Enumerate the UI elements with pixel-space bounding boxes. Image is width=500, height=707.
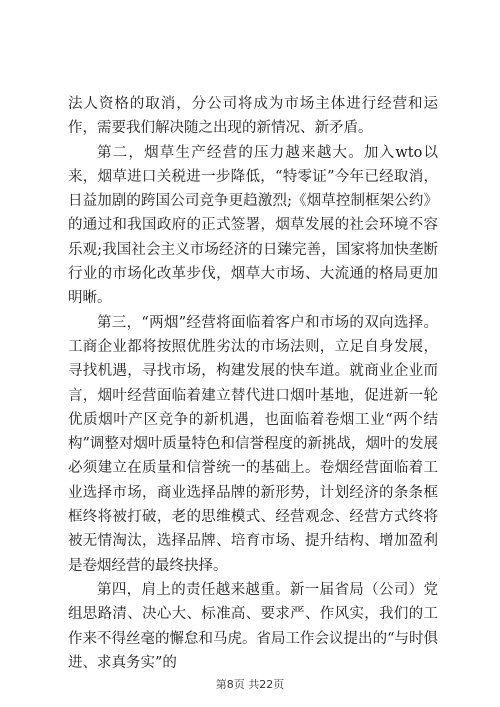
paragraph-4: 第四，肩上的责任越来越重。新一届省局（公司）党组思路清、决心大、标准高、要求严、作风实，我们的工作来不得丝毫的懈怠和马虎。省局工作会议提出的“与时俱进、求真务实”的 bbox=[68, 581, 438, 671]
document-body bbox=[68, 92, 438, 675]
page-number-footer: 第8页 共22页 bbox=[215, 678, 285, 691]
paragraph-1: 法人资格的取消，分公司将成为市场主体进行经营和运作，需要我们解决随之出现的新情况、新矛盾。 bbox=[68, 96, 438, 137]
paragraph-3: 第三，“两烟”经营将面临着客户和市场的双向选择。工商企业都将按照优胜劣汰的市场法则，立足自身发展，寻找机遇，寻找市场，构建发展的快车道。就商业企业而言，烟叶经营面临着建立替代进口烟叶基地，促进新一轮优质烟叶产区竞争的新机遇，也面临着卷烟工业“两个结构”调整对烟叶质量特色和信誉程度的新挑战，烟叶的发展必须建立在质量和信誉统一的基础上。卷烟经营面临着工业选择市场，商业选择品牌的新形势，计划经济的条条框框终将被打破，老的思维模式、经营观念、经营方式终将被无情淘汰，选择品牌、培育市场、提升结构、增加盈利是卷烟经营的最终抉择。 bbox=[68, 314, 438, 574]
paragraph-2: 第二，烟草生产经营的压力越来越大。加入wto以来，烟草进口关税进一步降低，“特零证”今年已经取消，日益加剧的跨国公司竞争更趋激烈;《烟草控制框架公约》的通过和我国政府的正式签署，烟草发展的社会环境不容乐观;我国社会主义市场经济的日臻完善，国家将加快垄断行业的市场化改革步伐，烟草大市场、大流通的格局更加明晰。 bbox=[68, 144, 438, 307]
